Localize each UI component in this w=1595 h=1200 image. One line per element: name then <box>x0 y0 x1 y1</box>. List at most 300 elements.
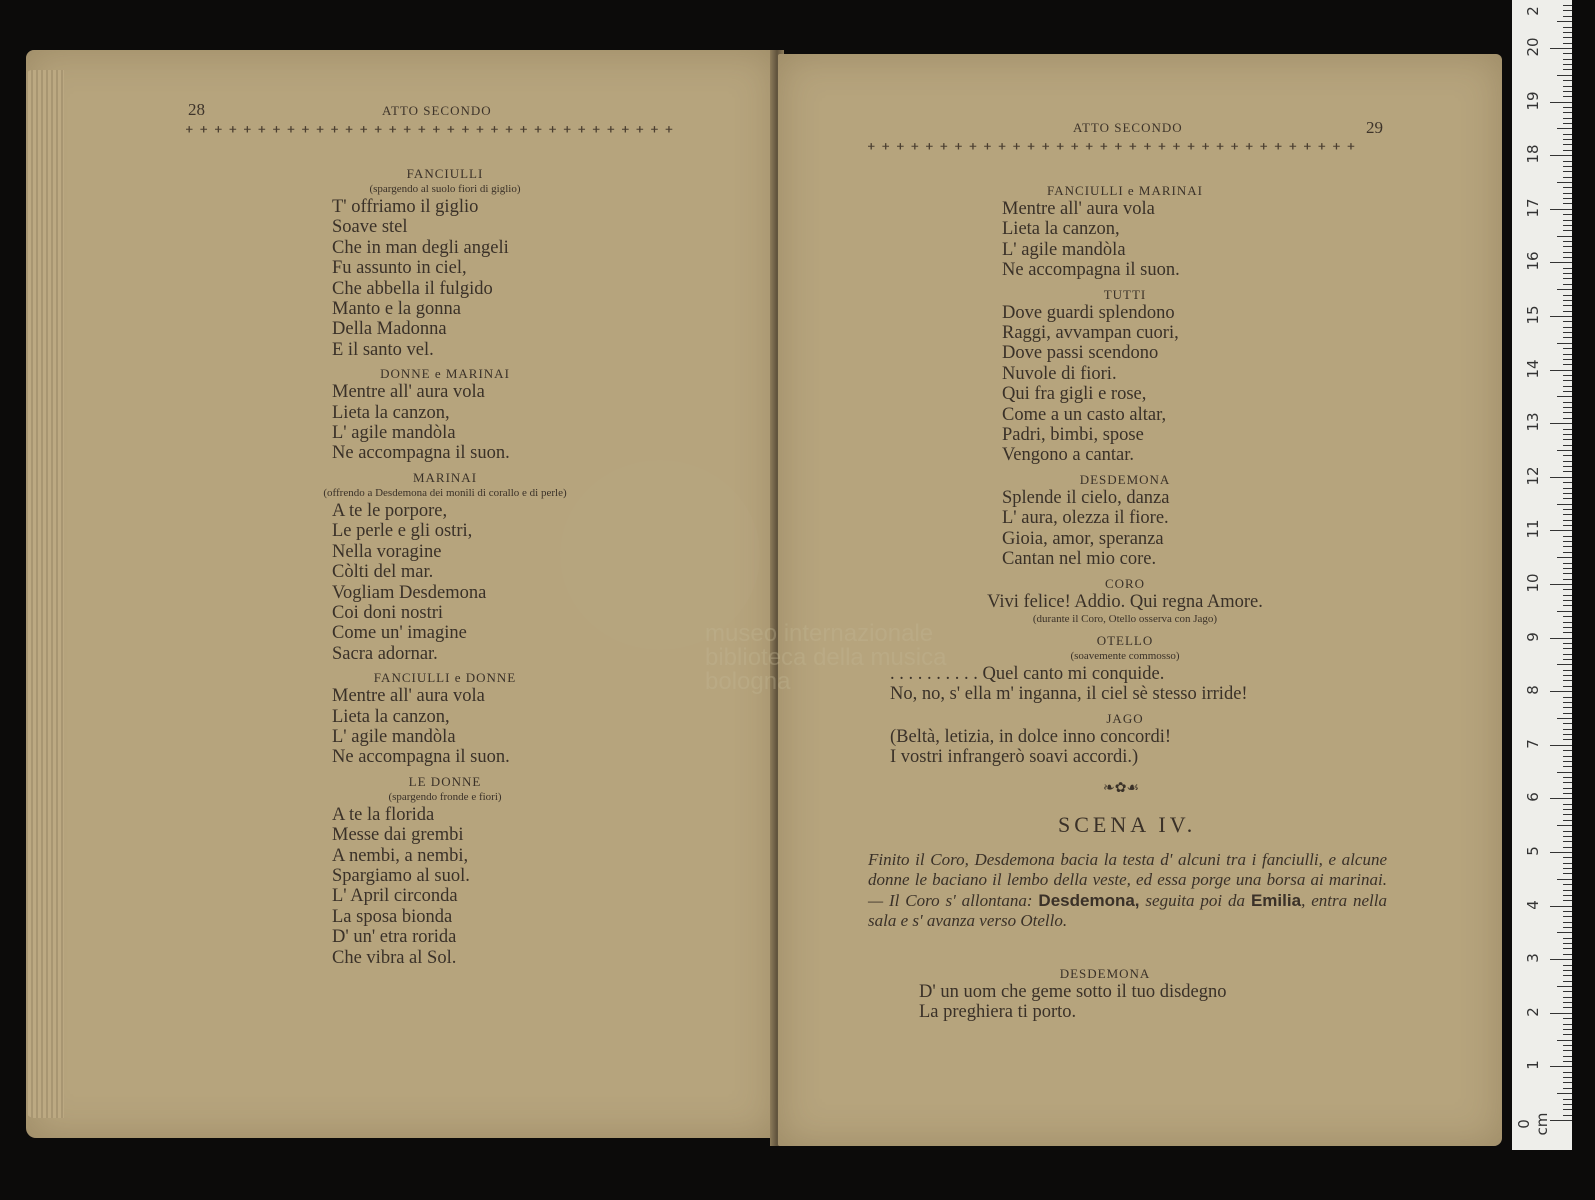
right-verse-line: Cantan nel mio core. <box>1002 549 1157 570</box>
ruler-tick <box>1563 144 1572 145</box>
right-verse-line: Padri, bimbi, spose <box>1002 425 1144 446</box>
ruler-tick <box>1563 429 1572 430</box>
left-verse-line: D' un' etra rorida <box>332 927 457 948</box>
right-verse-group <box>890 303 1360 466</box>
ruler-tick <box>1557 343 1572 344</box>
ruler-tick <box>1563 364 1572 365</box>
left-speaker: MARINAI <box>412 469 478 485</box>
ruler-number: 9 <box>1524 631 1542 642</box>
ruler-tick <box>1563 86 1572 87</box>
stage-direction-text-3: , entra nella sala e s' avanza verso Otello. <box>868 890 1387 931</box>
ruler-tick <box>1563 1115 1572 1116</box>
ruler-tick <box>1563 348 1572 349</box>
ruler-number: 2 <box>1524 6 1542 16</box>
ruler-tick <box>1563 734 1572 735</box>
left-verse-group <box>290 805 600 968</box>
ruler-tick <box>1563 1082 1572 1083</box>
right-verse-group <box>890 727 1360 768</box>
ruler-tick <box>1557 21 1572 22</box>
right-verse-group <box>890 592 1360 612</box>
ruler-tick <box>1557 825 1572 826</box>
ruler-tick <box>1563 375 1572 376</box>
right-verse-line: . . . . . . . . . . Quel canto mi conquide. <box>890 663 1165 684</box>
ruler-tick <box>1563 27 1572 28</box>
final-speaker: DESDEMONA <box>1059 966 1151 981</box>
left-verse-line: Messe dai grembi <box>332 825 464 846</box>
ruler-tick <box>1563 53 1572 54</box>
left-verse-line: Còlti del mar. <box>332 562 434 583</box>
ruler-tick <box>1563 568 1572 569</box>
ruler-tick <box>1563 59 1572 60</box>
ruler-number: 18 <box>1524 144 1542 164</box>
ruler-number: 15 <box>1524 305 1542 325</box>
right-verse-group <box>890 488 1360 570</box>
left-verse-line: L' agile mandòla <box>332 423 456 444</box>
ruler-tick <box>1557 236 1572 237</box>
ruler-tick <box>1563 246 1572 247</box>
ruler-tick <box>1563 541 1572 542</box>
ruler-tick <box>1563 225 1572 226</box>
ruler-tick <box>1563 220 1572 221</box>
ruler-tick <box>1563 965 1572 966</box>
ruler-tick <box>1563 418 1572 419</box>
ruler-number: 2 <box>1524 1007 1542 1017</box>
right-verse-line: Qui fra gigli e rose, <box>1002 384 1147 405</box>
ruler-number: 4 <box>1524 899 1542 910</box>
ruler-tick <box>1563 10 1572 11</box>
ruler-tick <box>1563 187 1572 188</box>
left-speaker: FANCIULLI e DONNE <box>373 670 517 686</box>
right-verse-line: Mentre all' aura vola <box>1002 199 1155 219</box>
ruler-tick <box>1563 836 1572 837</box>
left-verse-line: Ne accompagna il suon. <box>332 443 510 464</box>
ruler-tick <box>1563 697 1572 698</box>
ruler-tick <box>1563 686 1572 687</box>
ruler-tick <box>1563 589 1572 590</box>
ruler-tick <box>1563 595 1572 596</box>
ruler-tick <box>1563 911 1572 912</box>
left-verse-line: Mentre all' aura vola <box>332 686 485 707</box>
ruler-tick <box>1563 579 1572 580</box>
ruler-tick <box>1550 1066 1572 1067</box>
ruler-tick <box>1563 857 1572 858</box>
ruler-tick <box>1563 884 1572 885</box>
ruler-tick <box>1563 648 1572 649</box>
left-ornamental-rule: ᚐ ᚐ ᚐ ᚐ ᚐ ᚐ ᚐ ᚐ ᚐ ᚐ ᚐ ᚐ ᚐ ᚐ ᚐ ᚐ ᚐ ᚐ ᚐ ᚐ ᚐ ᚐ ᚐ ᚐ ᚐ ᚐ ᚐ ᚐ ᚐ ᚐ ᚐ ᚐ ᚐ ᚐ <box>186 122 675 136</box>
ruler-tick <box>1563 434 1572 435</box>
left-verse-line: Spargiamo al suol. <box>332 865 470 886</box>
ruler-tick <box>1563 632 1572 633</box>
right-verse-group <box>890 199 1360 281</box>
ruler-tick <box>1557 772 1572 773</box>
ruler-tick <box>1563 402 1572 403</box>
ruler-tick <box>1563 729 1572 730</box>
ruler-tick <box>1563 981 1572 982</box>
ruler-tick <box>1563 139 1572 140</box>
right-verse-line: Nuvole di fiori. <box>1002 363 1117 384</box>
ruler-tick <box>1557 450 1572 451</box>
ruler-tick <box>1563 198 1572 199</box>
left-verse-line: Che abbella il fulgido <box>332 278 493 299</box>
ruler-tick <box>1557 182 1572 183</box>
ruler-tick <box>1550 852 1572 853</box>
right-verse-line: L' agile mandòla <box>1002 239 1126 260</box>
ruler-tick <box>1563 278 1572 279</box>
ruler-tick <box>1557 504 1572 505</box>
left-verse-line: Vogliam Desdemona <box>332 582 487 603</box>
ruler-tick <box>1563 1045 1572 1046</box>
ruler-tick <box>1563 525 1572 526</box>
left-verse-line: T' offriamo il giglio <box>332 197 479 217</box>
ruler-tick <box>1563 311 1572 312</box>
ruler-tick <box>1563 193 1572 194</box>
ruler-tick <box>1563 439 1572 440</box>
ruler-tick <box>1563 230 1572 231</box>
ruler-tick <box>1563 680 1572 681</box>
ruler-tick <box>1563 975 1572 976</box>
ruler-tick <box>1563 461 1572 462</box>
ruler-tick <box>1563 1104 1572 1105</box>
right-verse-line: L' aura, olezza il fiore. <box>1002 508 1169 529</box>
ornament-divider: ❧✿☙ <box>1103 780 1140 796</box>
final-line-2: La preghiera ti porto. <box>919 1002 1077 1023</box>
ruler-tick <box>1563 739 1572 740</box>
right-verse-line: Dove guardi splendono <box>1002 302 1175 323</box>
ruler-number: 6 <box>1524 792 1542 803</box>
ruler-tick <box>1563 552 1572 553</box>
stage-direction <box>868 850 1387 932</box>
ruler-number: 10 <box>1524 573 1542 593</box>
right-running-header: ATTO SECONDO <box>1073 120 1183 135</box>
ruler-tick <box>1550 584 1572 585</box>
ruler-tick <box>1563 514 1572 515</box>
left-verse-line: Che vibra al Sol. <box>332 947 457 968</box>
ruler-tick <box>1550 691 1572 692</box>
watermark-line: bologna <box>705 668 791 695</box>
right-verse-line: Dove passi scendono <box>1002 343 1159 364</box>
ruler-tick <box>1563 788 1572 789</box>
ruler-tick <box>1563 1024 1572 1025</box>
ruler-tick <box>1563 107 1572 108</box>
ruler-tick <box>1563 1056 1572 1057</box>
ruler-tick <box>1563 890 1572 891</box>
right-verse-line: (Beltà, letizia, in dolce inno concordi! <box>890 726 1171 747</box>
ruler-tick <box>1563 203 1572 204</box>
right-verse-line: I vostri infrangerò soavi accordi.) <box>890 747 1139 768</box>
ruler-tick <box>1563 16 1572 17</box>
ruler-tick <box>1563 466 1572 467</box>
ruler-tick <box>1550 530 1572 531</box>
ruler-tick <box>1550 1120 1572 1121</box>
measurement-ruler <box>1512 0 1572 1150</box>
ruler-tick <box>1563 407 1572 408</box>
ruler-tick <box>1563 831 1572 832</box>
ruler-tick <box>1563 873 1572 874</box>
ruler-number: 19 <box>1524 91 1542 111</box>
ruler-tick <box>1563 546 1572 547</box>
ruler-tick <box>1563 1061 1572 1062</box>
ruler-tick <box>1563 509 1572 510</box>
scene-title: SCENA IV. <box>1058 812 1197 837</box>
ruler-tick <box>1563 643 1572 644</box>
ruler-tick <box>1563 327 1572 328</box>
ruler-tick <box>1563 520 1572 521</box>
ruler-tick <box>1550 48 1572 49</box>
ruler-number: 11 <box>1524 519 1542 539</box>
left-verse-line: Coi doni nostri <box>332 602 444 623</box>
right-ornamental-rule: ᚐ ᚐ ᚐ ᚐ ᚐ ᚐ ᚐ ᚐ ᚐ ᚐ ᚐ ᚐ ᚐ ᚐ ᚐ ᚐ ᚐ ᚐ ᚐ ᚐ ᚐ ᚐ ᚐ ᚐ ᚐ ᚐ ᚐ ᚐ ᚐ ᚐ ᚐ ᚐ ᚐ ᚐ <box>868 139 1357 153</box>
left-speaker: DONNE e MARINAI <box>380 366 510 382</box>
ruler-tick <box>1550 638 1572 639</box>
ruler-tick <box>1563 1088 1572 1089</box>
ruler-tick <box>1563 713 1572 714</box>
ruler-tick <box>1563 1034 1572 1035</box>
ruler-tick <box>1563 943 1572 944</box>
ruler-tick <box>1563 380 1572 381</box>
ruler-tick <box>1557 718 1572 719</box>
ruler-tick <box>1557 1040 1572 1041</box>
ruler-tick <box>1563 471 1572 472</box>
ruler-unit-label: 0 cm <box>1515 1112 1551 1136</box>
ruler-tick <box>1563 482 1572 483</box>
ruler-tick <box>1563 970 1572 971</box>
ruler-tick <box>1563 895 1572 896</box>
ruler-tick <box>1563 605 1572 606</box>
ruler-tick <box>1557 75 1572 76</box>
ruler-tick <box>1563 756 1572 757</box>
ruler-tick <box>1563 241 1572 242</box>
ruler-tick <box>1557 932 1572 933</box>
ruler-tick <box>1563 1050 1572 1051</box>
ruler-tick <box>1563 166 1572 167</box>
ruler-tick <box>1563 150 1572 151</box>
ruler-tick <box>1563 284 1572 285</box>
left-verse-line: Ne accompagna il suon. <box>332 747 510 768</box>
ruler-tick <box>1563 702 1572 703</box>
ruler-tick <box>1563 761 1572 762</box>
right-verse-line: Lieta la canzon, <box>1002 219 1120 240</box>
ruler-tick <box>1563 177 1572 178</box>
ruler-tick <box>1550 370 1572 371</box>
right-speaker: JAGO <box>1106 710 1144 726</box>
ruler-tick <box>1563 670 1572 671</box>
ruler-tick <box>1563 123 1572 124</box>
ruler-tick <box>1563 922 1572 923</box>
ruler-tick <box>1563 332 1572 333</box>
ruler-tick <box>1563 112 1572 113</box>
ruler-tick <box>1550 423 1572 424</box>
right-speaker: DESDEMONA <box>1079 471 1171 487</box>
ruler-tick <box>1550 316 1572 317</box>
ruler-tick <box>1563 321 1572 322</box>
ruler-tick <box>1550 959 1572 960</box>
left-stage-direction: (offrendo a Desdemona dei monili di corallo e di perle) <box>323 486 567 499</box>
ruler-tick <box>1563 214 1572 215</box>
ruler-number: 13 <box>1524 412 1542 432</box>
left-verse-line: L' agile mandòla <box>332 726 456 747</box>
right-speaker: TUTTI <box>1103 286 1147 302</box>
ruler-tick <box>1550 745 1572 746</box>
ruler-tick <box>1563 991 1572 992</box>
left-stage-direction: (spargendo fronde e fiori) <box>388 790 502 803</box>
right-speaker: OTELLO <box>1096 632 1154 648</box>
left-verse-line: Mentre all' aura vola <box>332 382 485 403</box>
ruler-tick <box>1563 1029 1572 1030</box>
ruler-tick <box>1563 300 1572 301</box>
ruler-tick <box>1557 128 1572 129</box>
ruler-number: 1 <box>1524 1060 1542 1071</box>
right-text-column <box>890 177 1360 768</box>
left-verse-group <box>290 382 600 464</box>
ruler-tick <box>1563 600 1572 601</box>
ruler-number: 7 <box>1524 739 1542 749</box>
left-verse-group <box>290 501 600 664</box>
ruler-tick <box>1563 938 1572 939</box>
left-speaker: LE DONNE <box>408 773 482 789</box>
ruler-tick <box>1563 1099 1572 1100</box>
ruler-tick <box>1563 1109 1572 1110</box>
left-page-number: 28 <box>188 100 205 119</box>
right-page-number: 29 <box>1366 118 1383 137</box>
ruler-tick <box>1557 879 1572 880</box>
ruler-tick <box>1563 455 1572 456</box>
ruler-tick <box>1563 723 1572 724</box>
right-verse-line: Come a un casto altar, <box>1002 404 1167 425</box>
ruler-tick <box>1563 616 1572 617</box>
ruler-tick <box>1557 557 1572 558</box>
ruler-tick <box>1557 289 1572 290</box>
ruler-tick <box>1563 134 1572 135</box>
watermark-line: biblioteca della musica <box>705 644 947 671</box>
left-verse-line: Fu assunto in ciel, <box>332 258 467 279</box>
ruler-tick <box>1563 80 1572 81</box>
right-stage-direction: (soavemente commosso) <box>1070 649 1180 662</box>
ruler-tick <box>1557 986 1572 987</box>
ruler-tick <box>1563 809 1572 810</box>
stage-direction-name-emilia: Emilia <box>1250 890 1302 910</box>
left-verse-line: Della Madonna <box>332 319 447 340</box>
left-verse-line: Le perle e gli ostri, <box>332 521 473 542</box>
ruler-tick <box>1563 252 1572 253</box>
ruler-tick <box>1563 1018 1572 1019</box>
left-verse-line: Lieta la canzon, <box>332 706 450 727</box>
ruler-tick <box>1550 209 1572 210</box>
right-verse-line: Ne accompagna il suon. <box>1002 260 1180 281</box>
ruler-tick <box>1550 262 1572 263</box>
ruler-tick <box>1563 900 1572 901</box>
right-verse-line: Vivi felice! Addio. Qui regna Amore. <box>987 591 1263 612</box>
ruler-tick <box>1557 611 1572 612</box>
ruler-number: 17 <box>1524 198 1542 218</box>
ruler-tick <box>1563 814 1572 815</box>
ruler-tick <box>1563 536 1572 537</box>
ruler-tick <box>1563 32 1572 33</box>
ruler-tick <box>1563 675 1572 676</box>
ruler-tick <box>1563 488 1572 489</box>
ruler-tick <box>1550 155 1572 156</box>
left-stage-direction: (spargendo al suolo fiori di giglio) <box>369 183 521 195</box>
ruler-tick <box>1563 359 1572 360</box>
ruler-tick <box>1563 1002 1572 1003</box>
left-verse-line: E il santo vel. <box>332 339 434 360</box>
right-verse-line: No, no, s' ella m' inganna, il ciel sè stesso irride! <box>890 684 1248 705</box>
ruler-tick <box>1563 445 1572 446</box>
stage-direction-text-2: seguita poi da <box>1139 890 1251 910</box>
ruler-tick <box>1563 622 1572 623</box>
stage-direction-text-1: Finito il Coro, Desdemona bacia la testa d' alcuni tra i fanciulli, e alcune donne le baciano il lembo della veste, ed essa porge una borsa ai marinai. — Il Coro s' allontana: <box>868 850 1387 910</box>
ruler-tick <box>1563 563 1572 564</box>
ruler-tick <box>1563 659 1572 660</box>
ruler-tick <box>1557 664 1572 665</box>
watermark-text <box>705 622 946 694</box>
right-stage-direction: (durante il Coro, Otello osserva con Jago) <box>1032 612 1218 625</box>
ruler-tick <box>1563 354 1572 355</box>
ruler-tick <box>1563 627 1572 628</box>
ruler-tick <box>1563 777 1572 778</box>
left-verse-line: A nembi, a nembi, <box>332 845 469 866</box>
ruler-tick <box>1557 1093 1572 1094</box>
final-speech-block <box>880 966 1330 1023</box>
ruler-tick <box>1563 493 1572 494</box>
ruler-tick <box>1550 1013 1572 1014</box>
right-verse-line: Gioia, amor, speranza <box>1002 528 1164 549</box>
right-speaker: CORO <box>1104 575 1146 591</box>
ruler-tick <box>1563 295 1572 296</box>
ruler-tick <box>1563 868 1572 869</box>
ruler-number: 20 <box>1524 37 1542 57</box>
ruler-tick <box>1563 997 1572 998</box>
left-verse-line: Lieta la canzon, <box>332 402 450 423</box>
right-verse-group <box>890 664 1360 705</box>
left-verse-line: La sposa bionda <box>332 906 453 927</box>
left-verse-line: Nella voragine <box>332 541 442 562</box>
ruler-tick <box>1563 96 1572 97</box>
ruler-tick <box>1563 161 1572 162</box>
right-verse-line: Raggi, avvampan cuori, <box>1002 323 1179 344</box>
left-verse-line: A te le porpore, <box>332 500 448 521</box>
stage-direction-name-desdemona: Desdemona, <box>1038 890 1140 910</box>
ruler-tick <box>1563 847 1572 848</box>
left-verse-line: Manto e la gonna <box>332 299 461 320</box>
ruler-tick <box>1563 5 1572 6</box>
ruler-tick <box>1563 841 1572 842</box>
ruler-tick <box>1563 268 1572 269</box>
left-verse-line: Che in man degli angeli <box>332 237 509 258</box>
ruler-tick <box>1563 337 1572 338</box>
left-verse-group <box>290 197 600 360</box>
ruler-number: 5 <box>1524 846 1542 856</box>
ruler-tick <box>1563 273 1572 274</box>
ruler-tick <box>1563 804 1572 805</box>
ruler-tick <box>1563 43 1572 44</box>
ruler-tick <box>1563 1007 1572 1008</box>
ruler-tick <box>1550 477 1572 478</box>
left-speaker: FANCIULLI <box>406 166 484 181</box>
ruler-tick <box>1563 1077 1572 1078</box>
right-verse-line: Vengono a cantar. <box>1002 445 1135 466</box>
ruler-tick <box>1563 654 1572 655</box>
ruler-tick <box>1563 782 1572 783</box>
ruler-tick <box>1550 798 1572 799</box>
ruler-number: 14 <box>1524 359 1542 379</box>
ruler-tick <box>1563 305 1572 306</box>
ruler-tick <box>1550 102 1572 103</box>
left-text-column <box>290 160 600 968</box>
left-verse-group <box>290 686 600 768</box>
left-verse-line: Soave stel <box>332 217 408 238</box>
ruler-number: 8 <box>1524 685 1542 695</box>
final-line-1: D' un uom che geme sotto il tuo disdegno <box>919 982 1227 1002</box>
